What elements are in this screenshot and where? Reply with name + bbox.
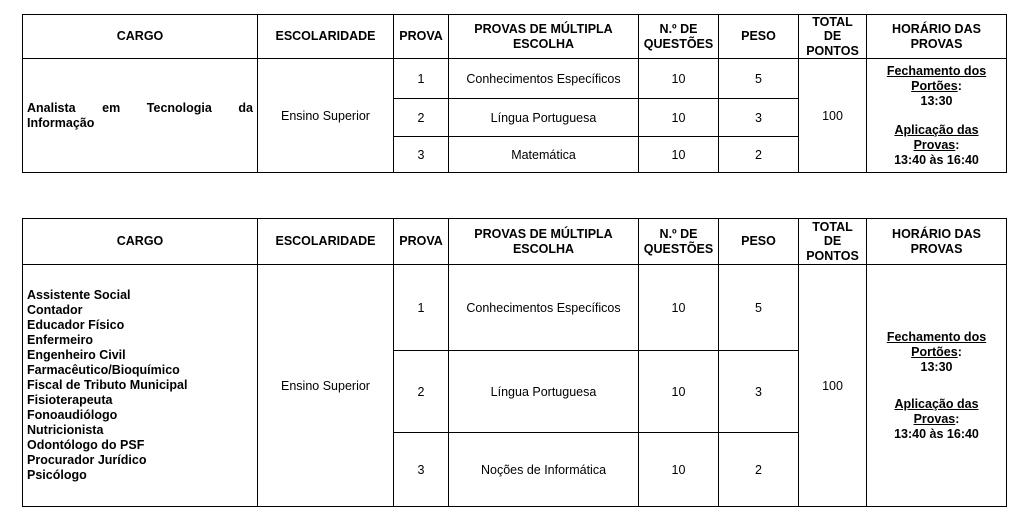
questoes-count: 10: [639, 351, 719, 433]
header-provas-line1: PROVAS DE MÚLTIPLA: [474, 22, 613, 37]
aplicacao-label-1: Aplicação das: [894, 396, 979, 411]
peso-value: 5: [719, 265, 799, 351]
aplicacao-label-2: Provas: [913, 137, 956, 152]
header-cargo: CARGO: [23, 219, 258, 265]
table-row: [23, 59, 1007, 99]
header-provas-line2: ESCOLHA: [512, 36, 575, 51]
escolaridade-cell: Ensino Superior: [258, 59, 394, 173]
fechamento-label-2: Portões: [911, 78, 958, 93]
header-row: [23, 15, 1007, 59]
prova-name: Matemática: [449, 137, 639, 173]
header-total: [799, 219, 867, 265]
horario-cell: [867, 265, 1007, 507]
header-total-line1: TOTAL: [812, 15, 853, 29]
header-horario-line1: HORÁRIO DAS: [892, 22, 981, 37]
aplicacao-label-2: Provas: [913, 411, 956, 426]
horario-cell: [867, 59, 1007, 173]
exam-table-superior: [22, 218, 1007, 507]
table-row: [23, 265, 1007, 351]
cargo-item: Psicólogo: [27, 468, 87, 482]
questoes-count: 10: [639, 59, 719, 99]
prova-number: 2: [394, 351, 449, 433]
header-provas-line1: PROVAS DE MÚLTIPLA: [474, 227, 613, 242]
peso-value: 3: [719, 99, 799, 137]
cargo-item: Educador Físico: [27, 318, 125, 332]
header-horario-line2: PROVAS: [910, 241, 963, 256]
header-questoes: [639, 15, 719, 59]
peso-value: 2: [719, 137, 799, 173]
questoes-count: 10: [639, 265, 719, 351]
header-peso: PESO: [719, 15, 799, 59]
header-total-line2: DE: [823, 29, 842, 44]
prova-number: 3: [394, 433, 449, 507]
fechamento-label-1: Fechamento dos: [886, 63, 987, 78]
cargo-item: Engenheiro Civil: [27, 348, 126, 362]
header-total-line3: PONTOS: [806, 43, 859, 58]
prova-number: 1: [394, 265, 449, 351]
peso-value: 5: [719, 59, 799, 99]
escolaridade-cell: Ensino Superior: [258, 265, 394, 507]
aplicacao-time: 13:40 às 16:40: [894, 152, 979, 167]
fechamento-label-2: Portões: [911, 344, 958, 359]
peso-value: 2: [719, 433, 799, 507]
aplicacao-colon: :: [955, 137, 960, 152]
questoes-count: 10: [639, 99, 719, 137]
fechamento-time: 13:30: [920, 359, 953, 374]
header-cargo: CARGO: [23, 15, 258, 59]
aplicacao-time: 13:40 às 16:40: [894, 426, 979, 441]
cargo-item: Fisioterapeuta: [27, 393, 113, 407]
header-total-line3: PONTOS: [806, 248, 859, 263]
cargo-item: Procurador Jurídico: [27, 453, 147, 467]
questoes-count: 10: [639, 433, 719, 507]
header-provas-multipla: [449, 219, 639, 265]
header-horario: [867, 15, 1007, 59]
fechamento-label-1: Fechamento dos: [886, 329, 987, 344]
header-questoes: [639, 219, 719, 265]
header-peso: PESO: [719, 219, 799, 265]
cargo-item: Fiscal de Tributo Municipal: [27, 378, 188, 392]
prova-number: 2: [394, 99, 449, 137]
aplicacao-colon: :: [955, 411, 960, 426]
cargo-item: Nutricionista: [27, 423, 104, 437]
header-escolaridade: ESCOLARIDADE: [258, 219, 394, 265]
cargo-item: Assistente Social: [27, 288, 131, 302]
prova-name: Noções de Informática: [449, 433, 639, 507]
header-provas-multipla: [449, 15, 639, 59]
header-questoes-line2: QUESTÕES: [643, 241, 714, 256]
total-pontos: 100: [799, 265, 867, 507]
header-total-line2: DE: [823, 234, 842, 249]
header-escolaridade: ESCOLARIDADE: [258, 15, 394, 59]
header-questoes-line2: QUESTÕES: [643, 36, 714, 51]
peso-value: 3: [719, 351, 799, 433]
cargo-item: Contador: [27, 303, 83, 317]
cargo-list-cell: [23, 265, 258, 507]
header-questoes-line1: N.º DE: [659, 22, 698, 37]
header-row: [23, 219, 1007, 265]
cargo-item: Farmacêutico/Bioquímico: [27, 363, 180, 377]
prova-name: Língua Portuguesa: [449, 351, 639, 433]
cargo-item: Odontólogo do PSF: [27, 438, 145, 452]
header-total-line1: TOTAL: [812, 219, 853, 234]
cargo-cell: Analista em Tecnologia da Informação: [23, 59, 258, 173]
header-horario-line1: HORÁRIO DAS: [892, 227, 981, 242]
fechamento-colon: :: [957, 344, 962, 359]
total-pontos: 100: [799, 59, 867, 173]
header-provas-line2: ESCOLHA: [512, 241, 575, 256]
cargo-item: Enfermeiro: [27, 333, 93, 347]
exam-table-analista: [22, 14, 1007, 173]
header-horario-line2: PROVAS: [910, 36, 963, 51]
fechamento-colon: :: [957, 78, 962, 93]
header-total: [799, 15, 867, 59]
prova-name: Língua Portuguesa: [449, 99, 639, 137]
prova-name: Conhecimentos Específicos: [449, 59, 639, 99]
header-horario: [867, 219, 1007, 265]
header-prova: PROVA: [394, 15, 449, 59]
header-prova: PROVA: [394, 219, 449, 265]
questoes-count: 10: [639, 137, 719, 173]
prova-name: Conhecimentos Específicos: [449, 265, 639, 351]
aplicacao-label-1: Aplicação das: [894, 122, 979, 137]
cargo-item: Fonoaudiólogo: [27, 408, 118, 422]
prova-number: 1: [394, 59, 449, 99]
header-questoes-line1: N.º DE: [659, 227, 698, 242]
fechamento-time: 13:30: [920, 93, 953, 108]
prova-number: 3: [394, 137, 449, 173]
